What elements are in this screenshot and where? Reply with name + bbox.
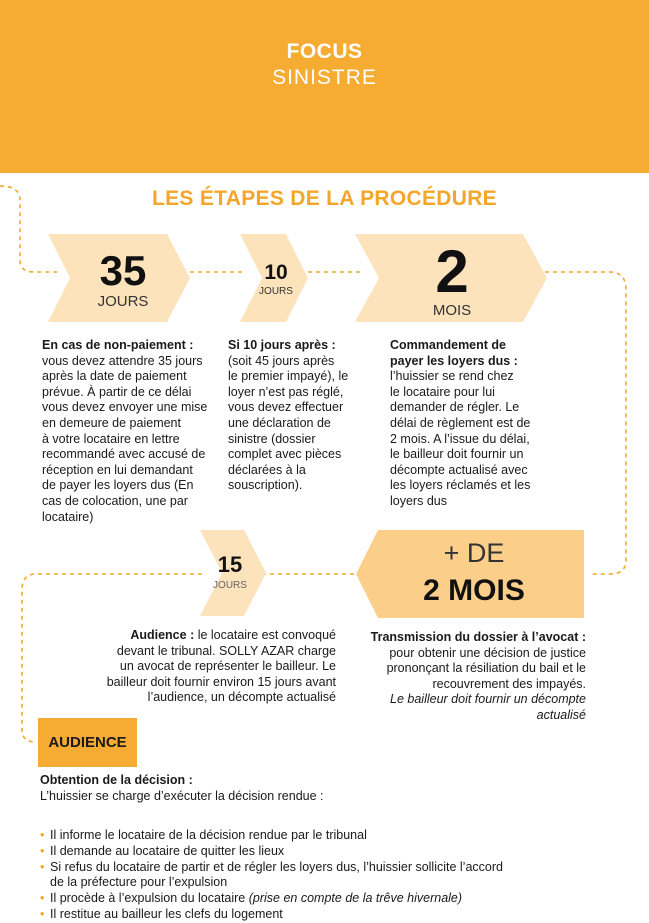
step3-number: 2	[435, 238, 469, 305]
list-item-italic: (prise en compte de la trêve hivernale)	[248, 891, 463, 906]
step1-line: prévue. À partir de ce délai	[42, 384, 192, 399]
step4-line: pour obtenir une décision de justice	[389, 645, 586, 660]
list-item-text: Il informe le locataire de la décision rendue par le tribunal	[50, 828, 367, 842]
step5-line: un avocat de représenter le bailleur. Le	[119, 659, 336, 674]
step3-line: le bailleur doit fournir un	[390, 447, 524, 462]
step5-heading: Audience :	[130, 628, 195, 642]
step1-line: locataire)	[42, 509, 94, 524]
step1-unit: JOURS	[97, 293, 149, 310]
step2-line: sinistre (dossier	[228, 431, 316, 446]
step2-number: 10	[264, 261, 288, 284]
list-item	[40, 844, 503, 860]
list-item-text: Il demande au locataire de quitter les lieux	[50, 843, 285, 858]
list-item	[40, 907, 503, 923]
step1-line: vous devez envoyer une mise	[42, 400, 208, 415]
list-item	[40, 860, 503, 892]
decision-intro: L’huissier se charge d’exécuter la décision rendue :	[40, 788, 324, 803]
step3-line: demander de régler. Le	[390, 400, 520, 415]
step1-line: cas de colocation, une par	[42, 493, 188, 508]
step4-italic-line: actualisé	[536, 707, 586, 722]
step2-line: complet avec pièces	[228, 447, 342, 462]
step3-line: l’huissier se rend chez	[390, 369, 514, 384]
step4-italic-line: Le bailleur doit fournir un décompte	[390, 692, 586, 707]
focus-label: FOCUS	[286, 40, 363, 63]
step5-line: l’audience, un décompte actualisé	[147, 690, 336, 705]
step1-line: réception en lui demandant	[42, 462, 193, 477]
step3-unit: MOIS	[432, 302, 472, 319]
list-item-text: Il procède à l’expulsion du locataire	[50, 891, 246, 906]
step5-line: le locataire est convoqué	[194, 628, 336, 642]
step4-line: prononçant la résiliation du bail et le	[386, 661, 586, 676]
step3-line: le locataire pour lui	[390, 384, 495, 399]
step4-heading: Transmission du dossier à l’avocat :	[370, 630, 586, 644]
step1-heading: En cas de non-paiement :	[42, 338, 194, 352]
step3-line: délai de règlement est de	[390, 415, 531, 430]
step5-unit: JOURS	[213, 580, 247, 591]
step2-line: une déclaration de	[228, 415, 331, 430]
step2-line: déclarées à la	[228, 462, 306, 477]
step4-line: recouvrement des impayés.	[432, 676, 586, 691]
step2-line: (soit 45 jours après	[228, 353, 335, 368]
step1-line: après la date de paiement	[42, 369, 187, 384]
step4-prefix: + DE	[443, 538, 505, 568]
step2-line: le premier impayé), le	[228, 369, 349, 384]
step3-line: décompte actualisé avec	[390, 462, 528, 477]
step3-heading: payer les loyers dus :	[390, 353, 518, 368]
audience-label: AUDIENCE	[48, 734, 127, 751]
step4-number: 2 MOIS	[423, 574, 525, 607]
step1-line: à votre locataire en lettre	[42, 431, 180, 446]
step2-text	[228, 338, 378, 494]
step2-heading: Si 10 jours après :	[228, 338, 336, 352]
step3-text	[390, 338, 590, 510]
step5-line: devant le tribunal. SOLLY AZAR charge	[116, 643, 336, 658]
step2-unit: JOURS	[259, 286, 293, 297]
step2-line: souscription).	[228, 478, 303, 493]
list-item-text: de la préfecture pour l’expulsion	[50, 875, 228, 890]
list-item-text: Si refus du locataire de partir et de régler les loyers dus, l’huissier sollicite l’accord	[50, 859, 503, 874]
section-title: LES ÉTAPES DE LA PROCÉDURE	[151, 187, 497, 210]
sinistre-label: SINISTRE	[272, 66, 377, 89]
step1-line: de payer les loyers dus (En	[42, 478, 194, 493]
step1-line: recommandé avec accusé de	[42, 447, 206, 462]
list-item	[40, 891, 503, 907]
step1-text	[42, 338, 232, 525]
decision-text	[40, 773, 620, 804]
step2-line: vous devez effectuer	[228, 400, 344, 415]
step3-line: loyers dus	[390, 493, 447, 508]
step1-number: 35	[99, 247, 147, 294]
step4-text	[330, 630, 586, 724]
step1-line: vous devez attendre 35 jours	[42, 353, 203, 368]
step1-line: en demeure de paiement	[42, 415, 181, 430]
step3-line: 2 mois. A l’issue du délai,	[390, 431, 530, 446]
step5-line: bailleur doit fournir environ 15 jours avant	[106, 674, 336, 689]
step2-line: loyer n’est pas réglé,	[228, 384, 344, 399]
list-item-text: Il restitue au bailleur les clefs du logement	[50, 906, 283, 921]
step3-heading: Commandement de	[390, 338, 506, 352]
list-item	[40, 828, 503, 844]
step3-line: les loyers réclamés et les	[390, 478, 531, 493]
decision-heading: Obtention de la décision :	[40, 773, 193, 787]
step5-text	[40, 628, 336, 706]
decision-bullet-list	[40, 828, 503, 923]
step5-number: 15	[217, 552, 243, 577]
